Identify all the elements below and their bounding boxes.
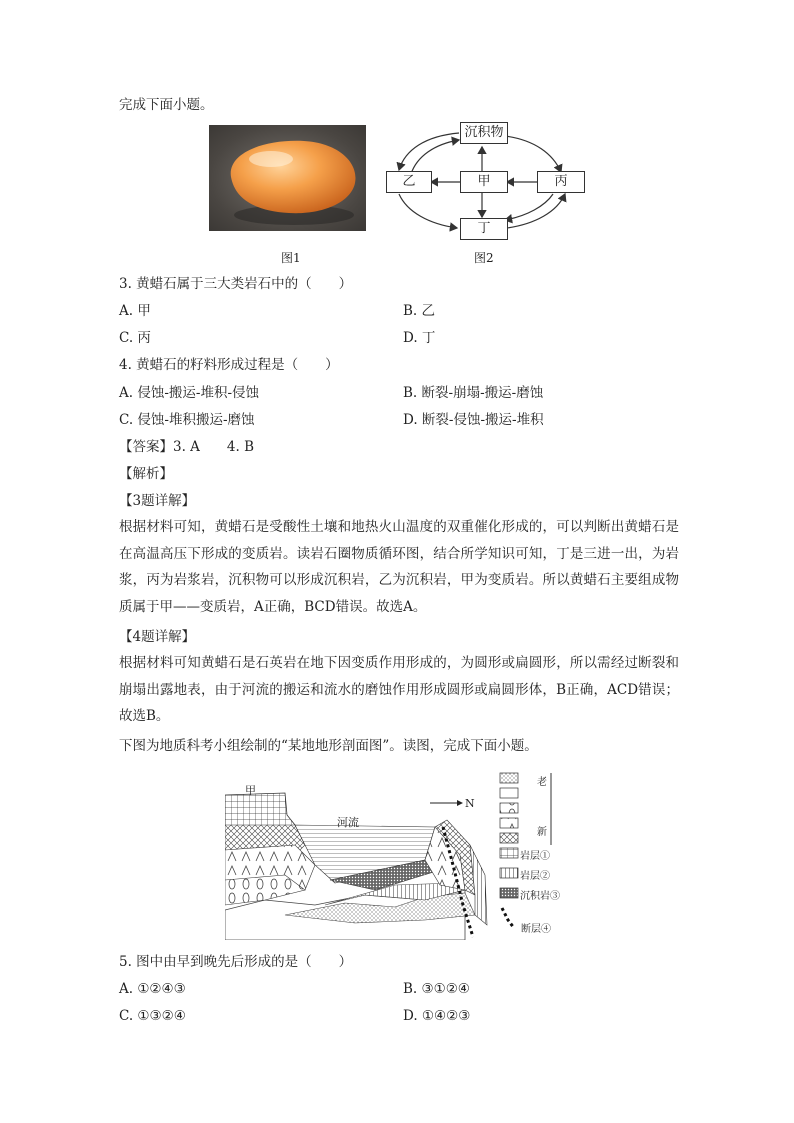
- intro-text: 完成下面小题。: [119, 97, 214, 113]
- detail3-title: 【3题详解】: [119, 493, 196, 509]
- profile-north-label: N: [465, 797, 475, 810]
- geologic-profile: [225, 765, 570, 940]
- legend-layer1: 岩层①: [520, 851, 550, 862]
- q4-option-b[interactable]: B. 断裂-崩塌-搬运-磨蚀: [403, 385, 544, 401]
- node-bing: 丙: [537, 171, 585, 193]
- analysis-label: 【解析】: [119, 466, 173, 482]
- q5-option-a[interactable]: A. ①②④③: [119, 981, 186, 997]
- q4-option-a[interactable]: A. 侵蚀-搬运-堆积-侵蚀: [119, 385, 260, 401]
- detail4-title: 【4题详解】: [119, 629, 196, 645]
- node-yi: 乙: [386, 171, 432, 193]
- q5-option-d[interactable]: D. ①④②③: [403, 1008, 471, 1024]
- intro2-text: 下图为地质科考小组绘制的“某地地形剖面图”。读图，完成下面小题。: [119, 738, 538, 754]
- q4-option-d[interactable]: D. 断裂-侵蚀-搬运-堆积: [403, 412, 544, 428]
- legend-new-label: 新: [537, 827, 547, 838]
- legend-layer2: 岩层②: [520, 871, 550, 882]
- node-ding: 丁: [460, 218, 508, 240]
- q3-option-c[interactable]: C. 丙: [119, 330, 151, 346]
- q5-option-b[interactable]: B. ③①②④: [403, 981, 470, 997]
- node-jia: 甲: [460, 171, 508, 193]
- q5-stem: 5. 图中由早到晚先后形成的是（ ）: [119, 954, 353, 970]
- stone-photo: [209, 125, 366, 231]
- q3-option-b[interactable]: B. 乙: [403, 303, 436, 319]
- q3-option-d[interactable]: D. 丁: [403, 330, 436, 346]
- profile-jia-label: 甲: [245, 784, 256, 797]
- legend-sedimentary3: 沉积岩③: [520, 891, 560, 902]
- detail3-text: 根据材料可知，黄蜡石是受酸性土壤和地热火山温度的双重催化形成的，可以判断出黄蜡石是在高温高压下形成的变质岩。读岩石圈物质循环图，结合所学知识可知，丁是三进一出，为岩浆，丙为岩浆岩，沉积物可以形成沉积岩，乙为沉积岩，甲为变质岩。所以黄蜡石主要组成物质属于甲——变质岩，A正确，BCD错误。故选A。: [119, 519, 679, 615]
- node-sediment: 沉积物: [460, 122, 508, 144]
- detail4-text: 根据材料可知黄蜡石是石英岩在地下因变质作用形成的，为圆形或扁圆形，所以需经过断裂和崩塌出露地表，由于河流的搬运和流水的磨蚀作用形成圆形或扁圆形体，B正确，ACD错误；故选B。: [119, 655, 679, 724]
- fig1-caption: 图1: [281, 251, 301, 265]
- q5-option-c[interactable]: C. ①③②④: [119, 1008, 186, 1024]
- profile-river-label: 河流: [337, 816, 359, 829]
- q3-stem: 3. 黄蜡石属于三大类岩石中的（ ）: [119, 276, 353, 292]
- fig2-caption: 图2: [474, 251, 494, 265]
- q4-stem: 4. 黄蜡石的籽料形成过程是（ ）: [119, 357, 339, 373]
- q3-option-a[interactable]: A. 甲: [119, 303, 151, 319]
- legend-old-label: 老: [537, 777, 547, 788]
- answer-line: 【答案】3. A 4. B: [119, 439, 255, 455]
- legend-fault4: 断层④: [521, 924, 551, 935]
- q4-option-c[interactable]: C. 侵蚀-堆积搬运-磨蚀: [119, 412, 255, 428]
- rock-cycle-diagram: [385, 120, 585, 245]
